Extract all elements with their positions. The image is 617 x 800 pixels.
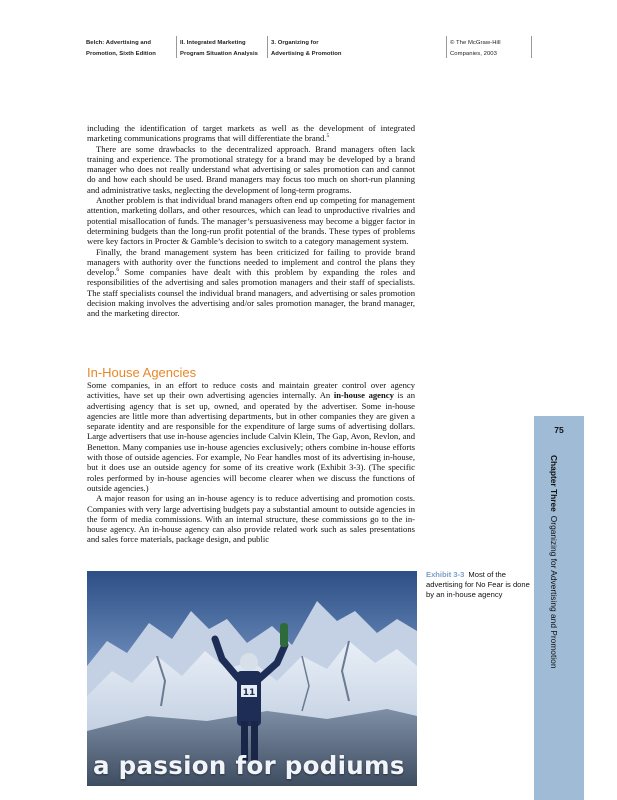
body-text-top: [87, 123, 415, 319]
header-divider: [446, 36, 447, 58]
exhibit-photo: [87, 571, 417, 786]
ad-slogan: a passion for podiums: [93, 751, 405, 780]
page-number: 75: [554, 425, 564, 435]
exhibit-caption: [426, 570, 530, 600]
header-copyright: [450, 38, 501, 60]
section-heading: In-House Agencies: [87, 365, 197, 380]
header-divider: [267, 36, 268, 58]
header-copyright-line1: © The McGraw-Hill: [450, 40, 501, 46]
bib-number: 11: [242, 688, 256, 698]
exhibit-caption-text: Most of the advertising for No Fear is done by an in-house agency: [426, 570, 530, 599]
header-chapter-title: [271, 38, 342, 60]
header-book-line1: Belch: Advertising and: [86, 40, 152, 46]
body-text-section: [87, 380, 415, 545]
paragraph: A major reason for using an in-house agency is to reduce advertising and promotion costs. Companies with very large advertising budgets pay a substantial amount to outside agencies in the form of media commissions. With an internal structure, these commissions go to the in-house agency. An in-house agency can also provide related work such as sales presentations and sales force materials, package design, and public: [87, 493, 415, 545]
header-part-title: [180, 38, 258, 60]
header-chapter-line1: 3. Organizing for: [271, 40, 319, 46]
paragraph: Some companies, in an effort to reduce costs and maintain greater control over agency activities, have set up their own advertising agencies internally. An in-house agency is an advertising agency that is set up, owned, and operated by the advertiser. Some in-house agencies are little more than advertising departments, but in other companies they are given a separate identity and are responsible for the expenditure of large sums of advertising dollars. Large advertisers that use in-house agencies include Calvin Klein, The Gap, Avon, Revlon, and Benetton. Many companies use in-house agencies exclusively; others combine in-house efforts with those of outside agencies. For example, No Fear handles most of its advertising in-house, but it does use an outside agency for some of its creative work (Exhibit 3-3). (The specific roles performed by in-house agencies will become clearer when we discuss the functions of outside agencies.): [87, 380, 416, 493]
header-divider: [531, 36, 532, 58]
header-copyright-line2: Companies, 2003: [450, 51, 497, 57]
trophy-bottle: [280, 623, 288, 647]
paragraph: including the identification of target markets as well as the development of integrated marketing communications programs that will differentiate the brand.$^5$: [87, 123, 415, 144]
paragraph: There are some drawbacks to the decentralized approach. Brand managers often lack training and experience. The promotional strategy for a brand may be developed by a brand manager who does not really understand what advertising or sales promotion can and cannot do and how each should be used. Brand managers may focus too much on short-run planning and administrative tasks, neglecting the development of long-term programs.: [87, 143, 415, 195]
exhibit-label: Exhibit 3-3: [426, 570, 465, 579]
header-divider: [176, 36, 177, 58]
paragraph: Finally, the brand management system has been criticized for failing to provide brand managers with authority over the functions needed to implement and control the plans they develop.$^6$ Some companies have dealt with this problem by expanding the roles and responsibilities of the advertising and sales promotion managers and their staff of specialists. The staff specialists counsel the individual brand managers, and advertising or sales promotion decision making involves the advertising and/or sales promotion manager, the brand manager, and the marketing director.: [87, 246, 415, 319]
header-part-line1: II. Integrated Marketing: [180, 40, 246, 46]
header-book-title: [86, 38, 156, 60]
endnote-ref: 6: [116, 267, 120, 274]
paragraph: Another problem is that individual brand managers often end up competing for management attention, marketing dollars, and other resources, which can lead to unproductive rivalries and potential misallocation of funds. The manager’s persuasiveness may become a bigger factor in determining budgets than the long-run profit potential of the brands. These types of problems were key factors in Procter & Gamble’s decision to switch to a category management system.: [87, 195, 415, 247]
header-chapter-line2: Advertising & Promotion: [271, 51, 342, 57]
key-term: in-house agency: [333, 390, 394, 401]
chapter-running-title: [549, 455, 559, 668]
chapter-title: Organizing for Advertising and Promotion: [549, 515, 559, 669]
endnote-ref: 5: [326, 133, 330, 140]
chapter-label: Chapter Three: [549, 455, 559, 512]
chapter-side-tab: [534, 416, 584, 800]
header-part-line2: Program Situation Analysis: [180, 51, 259, 57]
header-book-line2: Promotion, Sixth Edition: [86, 51, 156, 57]
